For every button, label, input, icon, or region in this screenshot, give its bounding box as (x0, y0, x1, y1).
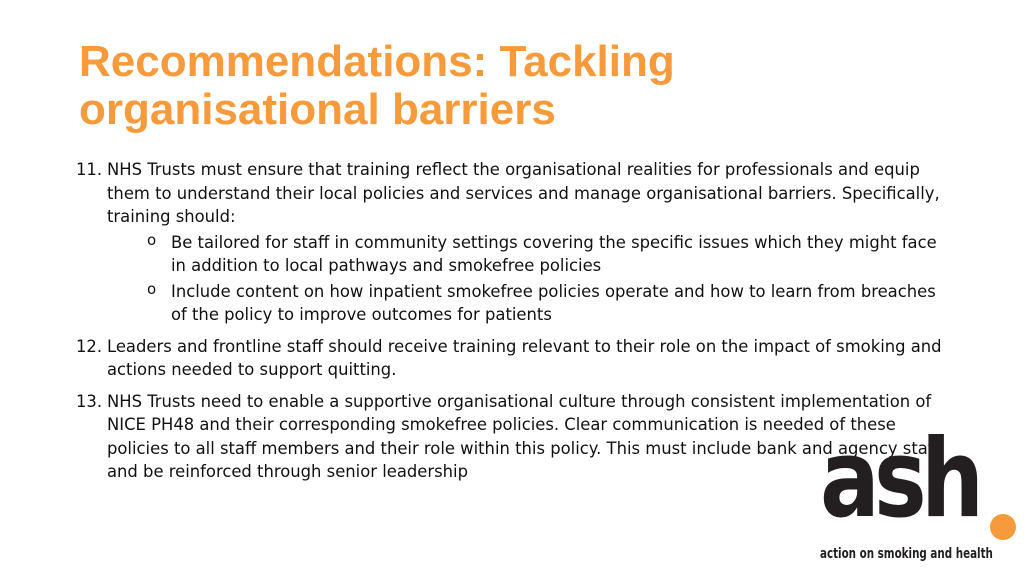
bullet-icon: o (147, 230, 157, 249)
item-number: 13. (76, 391, 103, 411)
ash-logo (818, 417, 1018, 568)
list-item (76, 335, 946, 382)
item-number: 12. (76, 336, 103, 356)
item-text: NHS Trusts must ensure that training reflect the organisational realities for professionals and equip them to understand their local policies and services and manage organisational barriers. Specifically, training should: (107, 160, 940, 226)
sub-list-item (107, 280, 946, 327)
sub-item-text: Be tailored for staff in community settings covering the specific issues which they might face in addition to local pathways and smokefree policies (171, 232, 937, 275)
logo-dot-icon (990, 514, 1016, 540)
logo-wordmark: ash (820, 417, 979, 542)
list-item (76, 158, 946, 327)
item-text: NHS Trusts need to enable a supportive organisational culture through consistent implementation of NICE PH48 and their corresponding smokefree policies. Clear communication is needed of these policies to all staff members and their role within this policy. This must include bank and agency staff and be reinforced through senior leadership (107, 391, 940, 481)
sub-list-item (107, 231, 946, 278)
list-item (76, 390, 946, 484)
logo-tagline: action on smoking and health (820, 546, 993, 562)
bullet-icon: o (147, 279, 157, 298)
sub-item-text: Include content on how inpatient smokefree policies operate and how to learn from breaches of the policy to improve outcomes for patients (171, 281, 936, 324)
recommendations-list (76, 158, 946, 492)
item-number: 11. (76, 160, 103, 179)
item-text: Leaders and frontline staff should receive training relevant to their role on the impact of smoking and actions needed to support quitting. (107, 336, 942, 379)
slide-title: Recommendations: Tackling organisational barriers (79, 37, 675, 134)
